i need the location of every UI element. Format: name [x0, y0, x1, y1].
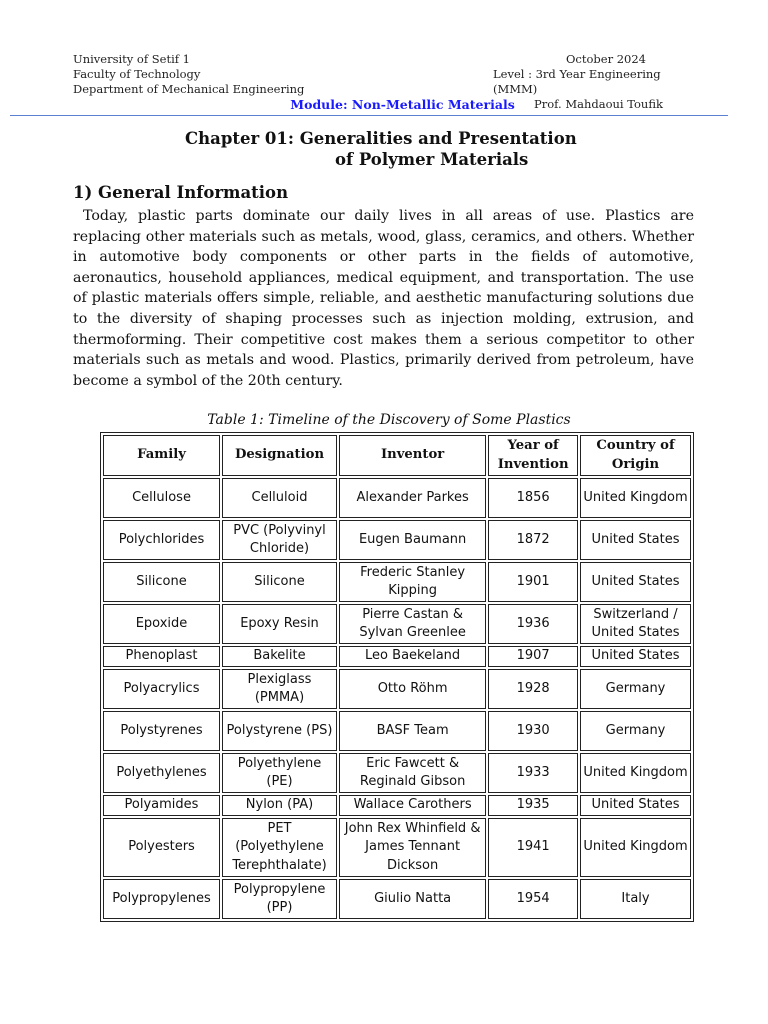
- cell-designation: Epoxy Resin: [222, 604, 337, 644]
- cell-family: Epoxide: [103, 604, 220, 644]
- course-level: Level : 3rd Year Engineering (MMM): [493, 67, 661, 96]
- table-row: [103, 604, 691, 644]
- cell-inventor: Frederic Stanley Kipping: [339, 562, 486, 602]
- table-row: [103, 753, 691, 793]
- intro-paragraph: [73, 206, 694, 391]
- cell-family: Polychlorides: [103, 520, 220, 560]
- header-family: Family: [103, 435, 220, 476]
- table-row: [103, 711, 691, 751]
- cell-family: Polyacrylics: [103, 669, 220, 709]
- cell-designation: Polystyrene (PS): [222, 711, 337, 751]
- cell-inventor: BASF Team: [339, 711, 486, 751]
- cell-designation: PVC (Polyvinyl Chloride): [222, 520, 337, 560]
- cell-family: Polyesters: [103, 818, 220, 877]
- plastics-timeline-table: [100, 432, 694, 922]
- cell-country: United States: [580, 646, 691, 667]
- cell-designation: Bakelite: [222, 646, 337, 667]
- cell-country: United Kingdom: [580, 478, 691, 518]
- cell-designation: Nylon (PA): [222, 795, 337, 816]
- cell-designation: Polyethylene (PE): [222, 753, 337, 793]
- cell-year: 1928: [488, 669, 578, 709]
- cell-country: United States: [580, 795, 691, 816]
- header-designation: Designation: [222, 435, 337, 476]
- document-date: October 2024: [566, 52, 647, 66]
- cell-designation: Plexiglass (PMMA): [222, 669, 337, 709]
- header-year: Year of Invention: [488, 435, 578, 476]
- cell-year: 1907: [488, 646, 578, 667]
- cell-country: United States: [580, 562, 691, 602]
- cell-year: 1856: [488, 478, 578, 518]
- chapter-title: [185, 128, 577, 170]
- cell-family: Phenoplast: [103, 646, 220, 667]
- table-caption: Table 1: Timeline of the Discovery of Some Plastics: [207, 412, 571, 428]
- module-title: Module: Non-Metallic Materials: [290, 97, 515, 112]
- header-divider: [10, 115, 728, 116]
- cell-inventor: Otto Röhm: [339, 669, 486, 709]
- cell-inventor: Giulio Natta: [339, 879, 486, 919]
- cell-country: Germany: [580, 669, 691, 709]
- cell-family: Polyethylenes: [103, 753, 220, 793]
- department-name: Department of Mechanical Engineering: [73, 82, 305, 96]
- chapter-title-line2: of Polymer Materials: [335, 150, 529, 169]
- university-name: University of Setif 1: [73, 52, 190, 66]
- cell-inventor: Eric Fawcett & Reginald Gibson: [339, 753, 486, 793]
- cell-designation: PET (Polyethylene Terephthalate): [222, 818, 337, 877]
- cell-inventor: Alexander Parkes: [339, 478, 486, 518]
- professor-name: Prof. Mahdaoui Toufik: [534, 97, 663, 111]
- chapter-title-line1: Chapter 01: Generalities and Presentation: [185, 129, 577, 148]
- cell-family: Cellulose: [103, 478, 220, 518]
- cell-family: Silicone: [103, 562, 220, 602]
- cell-country: Germany: [580, 711, 691, 751]
- header-country: Country of Origin: [580, 435, 691, 476]
- cell-designation: Celluloid: [222, 478, 337, 518]
- cell-family: Polyamides: [103, 795, 220, 816]
- faculty-name: Faculty of Technology: [73, 67, 201, 81]
- table-row: [103, 669, 691, 709]
- cell-inventor: John Rex Whinfield & James Tennant Dickson: [339, 818, 486, 877]
- cell-year: 1941: [488, 818, 578, 877]
- table-header-row: [103, 435, 691, 476]
- cell-family: Polystyrenes: [103, 711, 220, 751]
- header-left: [73, 52, 304, 97]
- cell-inventor: Pierre Castan & Sylvan Greenlee: [339, 604, 486, 644]
- intro-paragraph-text: Today, plastic parts dominate our daily lives in all areas of use. Plastics are replacing other materials such as metals, wood, glass, ceramics, and others. Whether in automotive body components or other parts in the fields of automotive, aeronautics, household appliances, medical equipment, and transportation. The use of plastic materials offers simple, reliable, and aesthetic manufacturing solutions due to the diversity of shaping processes such as injection molding, extrusion, and thermoforming. Their competitive cost makes them a serious competitor to other materials such as metals and wood. Plastics, primarily derived from petroleum, have become a symbol of the 20th century.: [73, 208, 694, 389]
- cell-designation: Polypropylene (PP): [222, 879, 337, 919]
- cell-year: 1936: [488, 604, 578, 644]
- table-row: [103, 879, 691, 919]
- section-heading: 1) General Information: [73, 183, 289, 202]
- cell-year: 1901: [488, 562, 578, 602]
- table-row: [103, 646, 691, 667]
- cell-inventor: Leo Baekeland: [339, 646, 486, 667]
- cell-year: 1872: [488, 520, 578, 560]
- table-row: [103, 520, 691, 560]
- cell-inventor: Eugen Baumann: [339, 520, 486, 560]
- cell-country: Italy: [580, 879, 691, 919]
- header-inventor: Inventor: [339, 435, 486, 476]
- cell-country: Switzerland / United States: [580, 604, 691, 644]
- cell-year: 1935: [488, 795, 578, 816]
- table-row: [103, 562, 691, 602]
- table-row: [103, 818, 691, 877]
- cell-designation: Silicone: [222, 562, 337, 602]
- cell-country: United Kingdom: [580, 753, 691, 793]
- table-row: [103, 478, 691, 518]
- cell-year: 1933: [488, 753, 578, 793]
- table-row: [103, 795, 691, 816]
- cell-year: 1930: [488, 711, 578, 751]
- cell-country: United States: [580, 520, 691, 560]
- cell-year: 1954: [488, 879, 578, 919]
- table-body: [103, 478, 691, 919]
- cell-family: Polypropylenes: [103, 879, 220, 919]
- cell-country: United Kingdom: [580, 818, 691, 877]
- cell-inventor: Wallace Carothers: [339, 795, 486, 816]
